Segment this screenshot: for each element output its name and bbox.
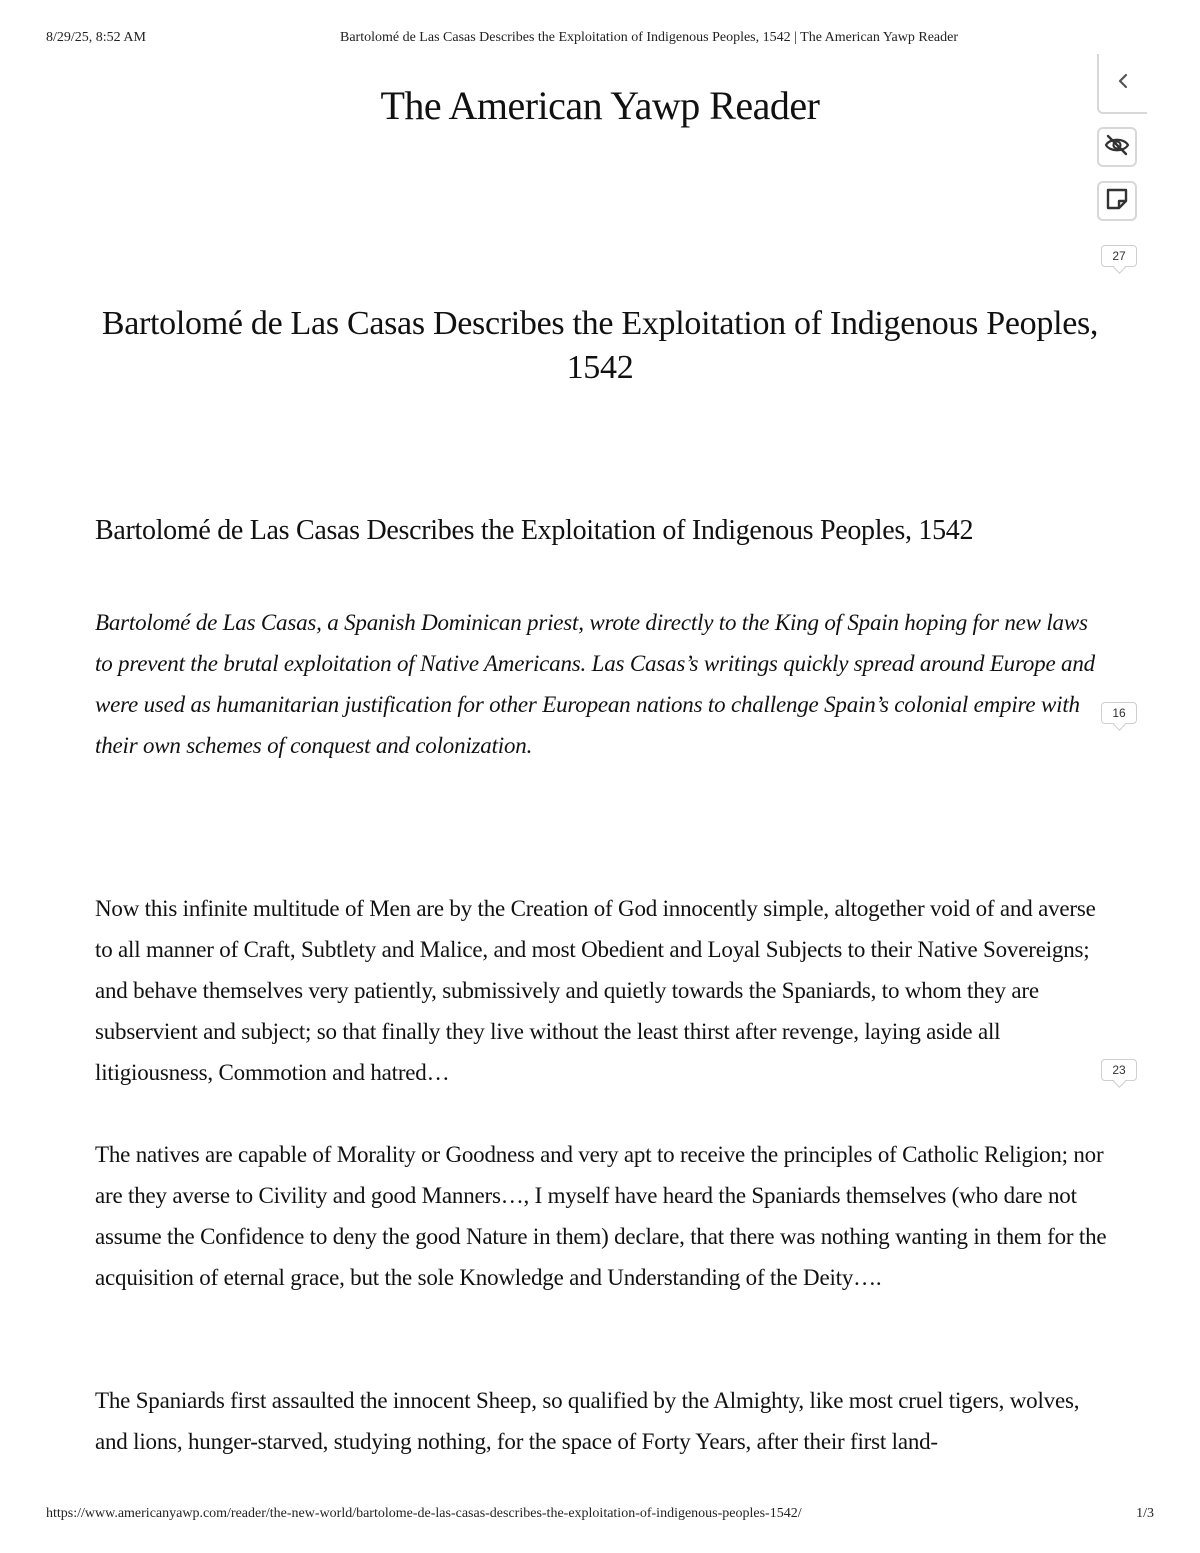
body-paragraph-3: The Spaniards first assaulted the innocent Sheep, so qualified by the Almighty, like most cruel tigers, wolves, and lions, hunger-starved, studying nothing, for the space of Forty Years, after their first land- xyxy=(95,1388,1080,1454)
print-url: https://www.americanyawp.com/reader/the-new-world/bartolome-de-las-casas-describes-the-exploitation-of-indigenous-peoples-1542/ xyxy=(46,1506,802,1521)
print-date: 8/29/25, 8:52 AM xyxy=(46,30,146,45)
chevron-left-icon xyxy=(1116,73,1130,94)
body-paragraph-2: The natives are capable of Morality or Goodness and very apt to receive the principles of Catholic Religion; nor are they averse to Civility and good Manners…, I myself have heard the Spaniards themselves (who dare not assume the Confidence to deny the good Nature in them) declare, that there was nothing wanting in them for the acquisition of eternal grace, but the sole Knowledge and Understanding of the Deity…. xyxy=(95,1142,1107,1290)
new-page-note-button[interactable] xyxy=(1097,181,1137,221)
document-title: Bartolomé de Las Casas Describes the Exploitation of Indigenous Peoples, 1542 xyxy=(101,305,1099,386)
print-footer xyxy=(0,1506,1200,1526)
body-paragraph-1: Now this infinite multitude of Men are by the Creation of God innocently simple, altogether void of and averse to all manner of Craft, Subtlety and Malice, and most Obedient and Loyal Subjects to their Native Sovereigns; and behave themselves very patiently, submissively and quietly towards the Spaniards, to whom they are subservient and subject; so that finally they live without the least thirst after revenge, laying aside all litigiousness, Commotion and hatred… xyxy=(95,896,1096,1085)
intro-paragraph: Bartolomé de Las Casas, a Spanish Dominican priest, wrote directly to the King of Spain hoping for new laws to prevent the brutal exploitation of Native Americans. Las Casas’s writings quickly spread around Europe and were used as humanitarian justification for other European nations to challenge Spain’s colonial empire with their own schemes of conquest and colonization. xyxy=(95,610,1095,758)
sticky-note-icon xyxy=(1106,188,1128,215)
intro-annotation-count-badge[interactable]: 16 xyxy=(1101,702,1137,724)
page-number: 1/3 xyxy=(1136,1506,1154,1521)
print-page-title: Bartolomé de Las Casas Describes the Exploitation of Indigenous Peoples, 1542 | The American Yawp Reader xyxy=(340,30,959,45)
print-header xyxy=(0,30,1200,50)
sidebar-toggle-button[interactable] xyxy=(1097,54,1147,114)
page-annotation-count-badge[interactable]: 27 xyxy=(1101,245,1137,267)
paragraph-annotation-count-badge[interactable]: 23 xyxy=(1101,1059,1137,1081)
site-title[interactable]: The American Yawp Reader xyxy=(380,83,820,128)
section-heading: Bartolomé de Las Casas Describes the Exploitation of Indigenous Peoples, 1542 xyxy=(95,515,974,546)
hide-highlights-button[interactable] xyxy=(1097,127,1137,167)
eye-off-icon xyxy=(1104,134,1130,161)
